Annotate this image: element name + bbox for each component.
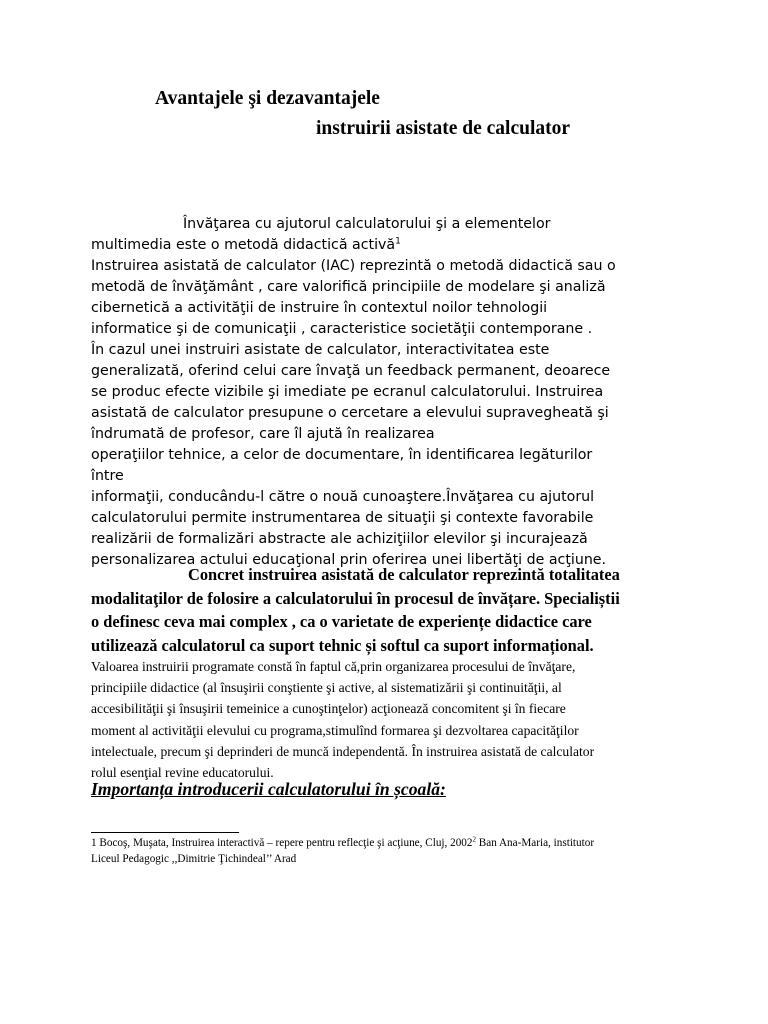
footnote-text: 1 Bocoş, Muşata, Instruirea interactivă – repere pentru reflecţie şi acţiune, Cluj, 2002 [91,837,473,849]
footnotes [91,836,711,867]
footnote-marker: 2 [472,835,476,844]
text-line [91,235,691,256]
text-line: Instruirea asistată de calculator (IAC) reprezintă o metodă didactică sau o [91,258,616,274]
text-line: îndrumată de profesor, care îl ajută în realizarea [91,426,435,442]
text-line: între [91,468,124,484]
section-heading: Importanța introducerii calculatorului în școală: [91,779,446,799]
text-line: Învăţarea cu ajutorul calculatorului şi a elementelor [183,216,551,232]
text-line: realizării de formalizări abstracte ale achiziţiilor elevilor şi incurajează [91,531,588,547]
value-paragraph [91,656,691,783]
text-line: informaţii, conducându-l către o nouă cunoaştere.Învăţarea cu ajutorul [91,489,595,505]
text-line: modalitaţilor de folosire a calculatorului în procesul de învățare. Specialiștii [91,588,620,608]
text-line: metodă de învăţământ , care valorifică principiile de modelare şi analiză [91,279,606,295]
text-line: se produc efecte vizibile şi imediate pe ecranul calculatorului. Instruirea [91,384,604,400]
text-line: generalizată, oferind celui care învaţă un feedback permanent, deoarece [91,363,611,379]
text-line: rolul esenţial revine educatorului. [91,764,274,780]
text-line: personalizarea actului educaţional prin oferirea unei libertăţi de acţiune. [91,552,607,568]
text-line: informatice şi de comunicaţii , caracteristice societăţii contemporane . [91,321,593,337]
footnote-line: Liceul Pedagogic ,,Dimitrie Ţichindeal’’ Arad [91,852,297,865]
text-line: intelectuale, precum şi deprinderi de muncă independentă. În instruirea asistată de calculator [91,743,595,759]
footnote-separator [91,832,239,833]
text-line: o definesc ceva mai complex , ca o varietate de experiențe didactice care [91,612,592,631]
text-line: principiile didactice (al însuşirii conştiente şi active, al sistematizării şi continuităţii, al [91,680,562,696]
text-line: cibernetică a activităţii de instruire în contextul noilor tehnologii [91,300,548,316]
text-line: Valoarea instruirii programate constă în faptul că,prin organizarea procesului de învăţare, [91,659,576,674]
text-line: moment al activităţii elevului cu programa,stimulînd formarea şi dezvoltarea capacităţilor [91,722,579,738]
intro-paragraph [91,214,691,571]
text-line-content: multimedia este o metodă didactică activă [91,237,396,253]
footnote-line [91,836,711,852]
text-line: operaţiilor tehnice, a celor de documentare, în identificarea legăturilor [91,447,593,463]
text-line: calculatorului permite instrumentarea de situaţii şi contexte favorabile [91,510,594,526]
title-line-1: Avantajele şi dezavantajele [155,88,380,109]
text-line: Concret instruirea asistată de calculator reprezintă totalitatea [188,565,620,584]
definition-paragraph [91,563,691,657]
footnote-reference[interactable]: 1 [395,236,401,247]
text-line: asistată de calculator presupune o cercetare a elevului supravegheată şi [91,405,609,421]
text-line: accesibilităţii şi însuşirii temeinice a cunoştinţelor) acţionează concomitent şi în fiecare [91,701,566,717]
title-line-2: instruirii asistate de calculator [316,118,571,139]
footnote-text: Ban Ana-Maria, institutor [475,837,595,849]
text-line: În cazul unei instruiri asistate de calculator, interactivitatea este [91,342,550,358]
text-line: utilizează calculatorul ca suport tehnic și softul ca suport informațional. [91,635,594,655]
